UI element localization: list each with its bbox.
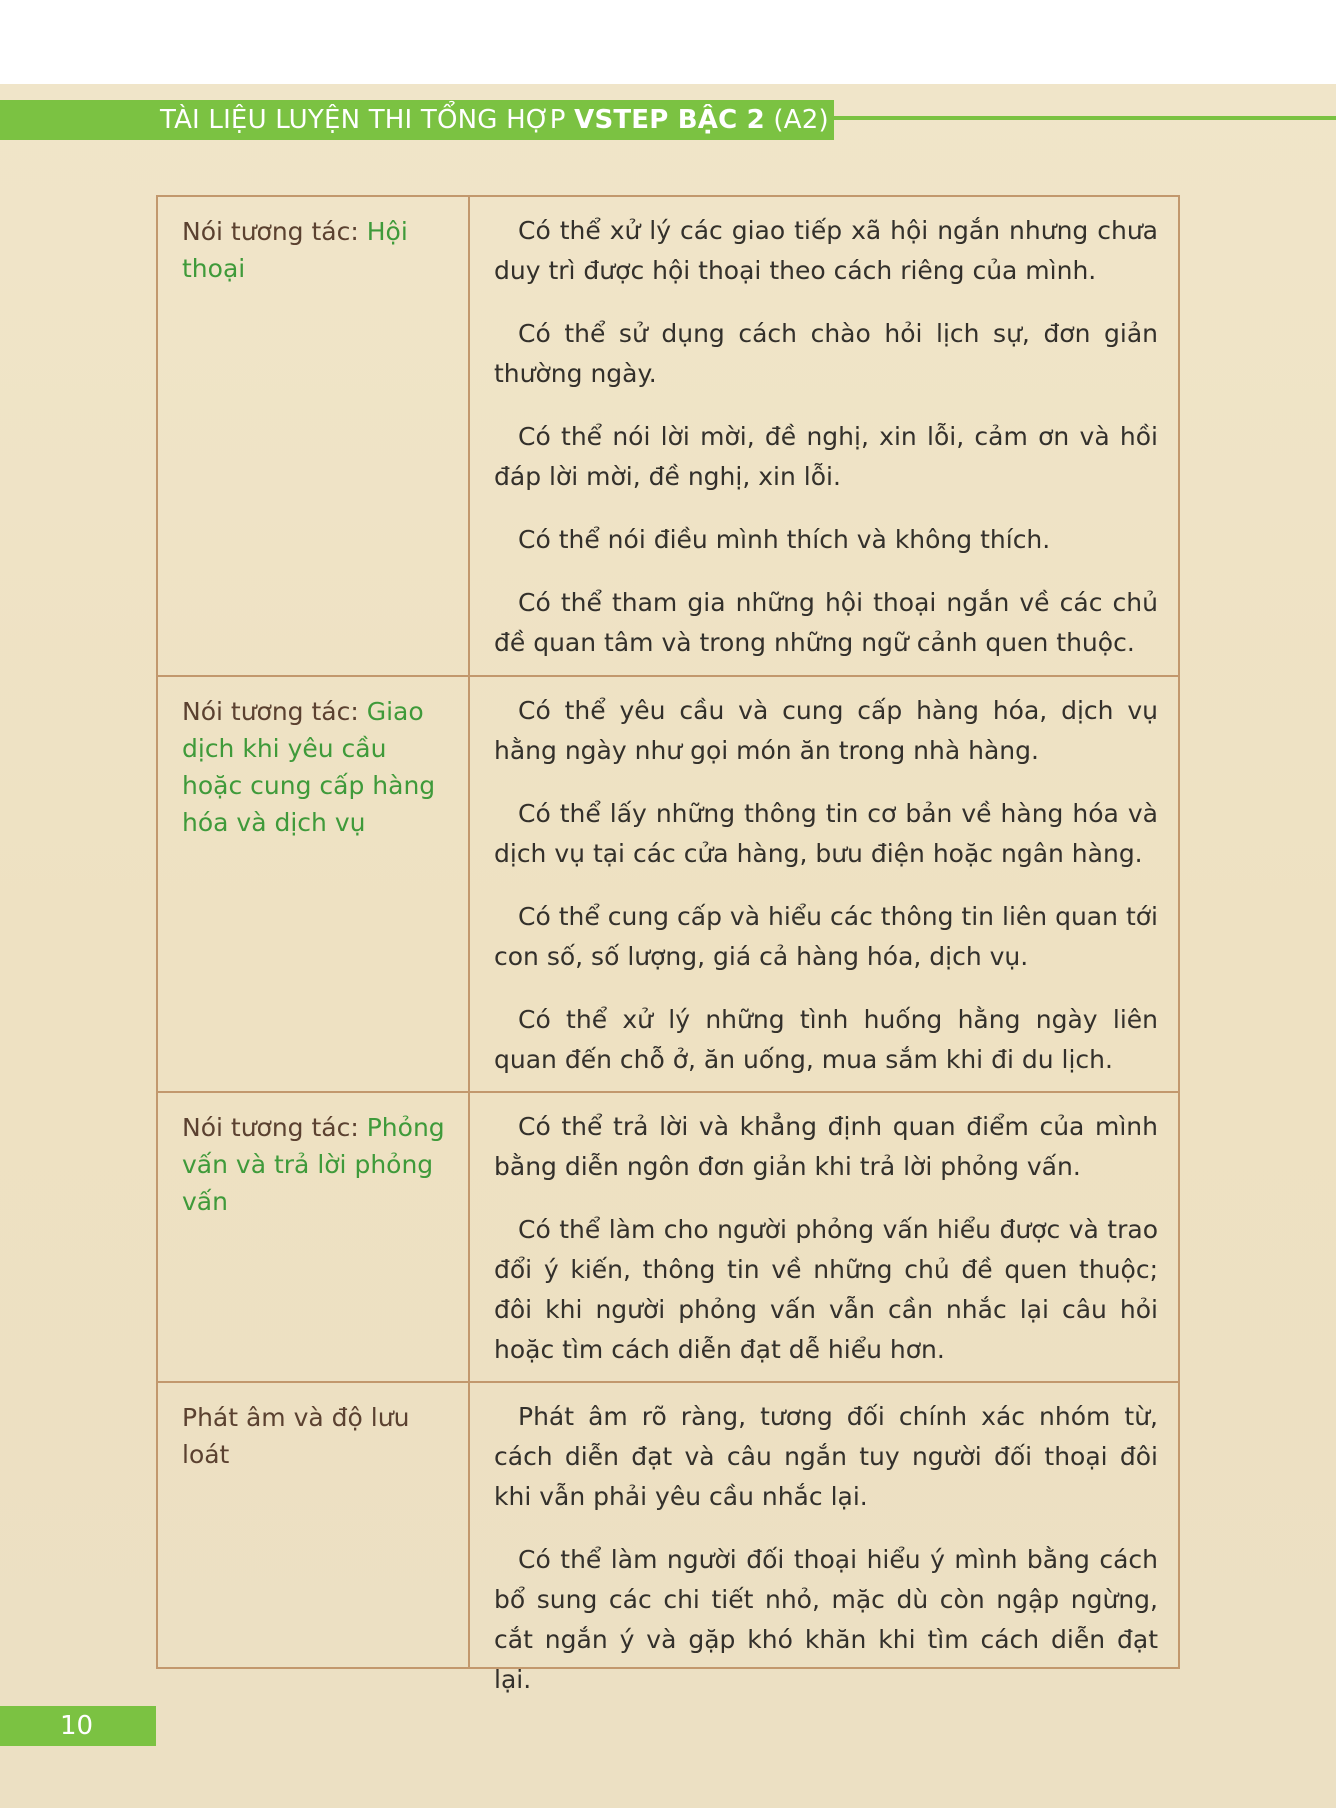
- table-row: [158, 197, 1178, 675]
- header-title-bold: VSTEP BẬC 2: [574, 105, 765, 135]
- descriptor-paragraph: Có thể yêu cầu và cung cấp hàng hóa, dịch vụ hằng ngày như gọi món ăn trong nhà hàng.: [494, 696, 1158, 765]
- descriptor-paragraph: Có thể trả lời và khẳng định quan điểm của mình bằng diễn ngôn đơn giản khi trả lời phỏng vấn.: [494, 1112, 1158, 1181]
- table-row: [158, 1091, 1178, 1381]
- descriptor-paragraph: Có thể sử dụng cách chào hỏi lịch sự, đơn giản thường ngày.: [494, 319, 1158, 388]
- skill-label-prefix: Nói tương tác:: [182, 217, 367, 246]
- descriptor-paragraph: Có thể lấy những thông tin cơ bản về hàng hóa và dịch vụ tại các cửa hàng, bưu điện hoặc ngân hàng.: [494, 799, 1158, 868]
- descriptor-paragraph: Có thể tham gia những hội thoại ngắn về các chủ đề quan tâm và trong những ngữ cảnh quen thuộc.: [494, 588, 1158, 657]
- descriptor-cell: [470, 677, 1178, 1091]
- skill-label-prefix: Nói tương tác:: [182, 697, 367, 726]
- skill-label-highlight: Phỏng vấn và trả lời phỏng vấn: [182, 1113, 445, 1216]
- descriptor-paragraph: Có thể làm người đối thoại hiểu ý mình bằng cách bổ sung các chi tiết nhỏ, mặc dù còn ngập ngừng, cắt ngắn ý và gặp khó khăn khi tìm cách diễn đạt lại.: [494, 1545, 1158, 1694]
- descriptor-paragraph: Phát âm rõ ràng, tương đối chính xác nhóm từ, cách diễn đạt và câu ngắn tuy người đối thoại đôi khi vẫn phải yêu cầu nhắc lại.: [494, 1402, 1158, 1511]
- skill-label-cell: [158, 1093, 470, 1381]
- skill-label-cell: [158, 1383, 470, 1667]
- skill-label-cell: [158, 677, 470, 1091]
- top-margin: [0, 0, 1336, 84]
- descriptor-table: [156, 195, 1180, 1694]
- skill-label-cell: [158, 197, 470, 675]
- descriptor-cell: [470, 197, 1178, 675]
- header-rule: [834, 116, 1336, 120]
- descriptor-paragraph: Có thể nói lời mời, đề nghị, xin lỗi, cảm ơn và hồi đáp lời mời, đề nghị, xin lỗi.: [494, 422, 1158, 491]
- descriptor-paragraph: Có thể cung cấp và hiểu các thông tin liên quan tới con số, số lượng, giá cả hàng hóa, dịch vụ.: [494, 902, 1158, 971]
- descriptor-paragraph: Có thể làm cho người phỏng vấn hiểu được và trao đổi ý kiến, thông tin về những chủ đề quen thuộc; đôi khi người phỏng vấn vẫn cần nhắc lại câu hỏi hoặc tìm cách diễn đạt dễ hiểu hơn.: [494, 1215, 1158, 1364]
- descriptor-cell: [470, 1383, 1178, 1694]
- header-title: [160, 100, 829, 140]
- table-row: [158, 675, 1178, 1091]
- skill-label-highlight: Giao dịch khi yêu cầu hoặc cung cấp hàng hóa và dịch vụ: [182, 697, 436, 837]
- skill-label-prefix: Phát âm và độ lưu loát: [182, 1403, 410, 1469]
- skill-label-highlight: Hội thoại: [182, 217, 408, 283]
- header-title-prefix: TÀI LIỆU LUYỆN THI TỔNG HỢP: [160, 105, 575, 135]
- descriptor-paragraph: Có thể xử lý các giao tiếp xã hội ngắn nhưng chưa duy trì được hội thoại theo cách riêng của mình.: [494, 216, 1158, 285]
- descriptor-paragraph: Có thể nói điều mình thích và không thích.: [518, 525, 1051, 554]
- page-number: 10: [60, 1711, 94, 1741]
- descriptor-paragraph: Có thể xử lý những tình huống hằng ngày liên quan đến chỗ ở, ăn uống, mua sắm khi đi du lịch.: [494, 1005, 1158, 1074]
- table-row: [158, 1381, 1178, 1694]
- header-title-suffix: (A2): [764, 105, 829, 135]
- descriptor-cell: [470, 1093, 1178, 1381]
- skill-label-prefix: Nói tương tác:: [182, 1113, 367, 1142]
